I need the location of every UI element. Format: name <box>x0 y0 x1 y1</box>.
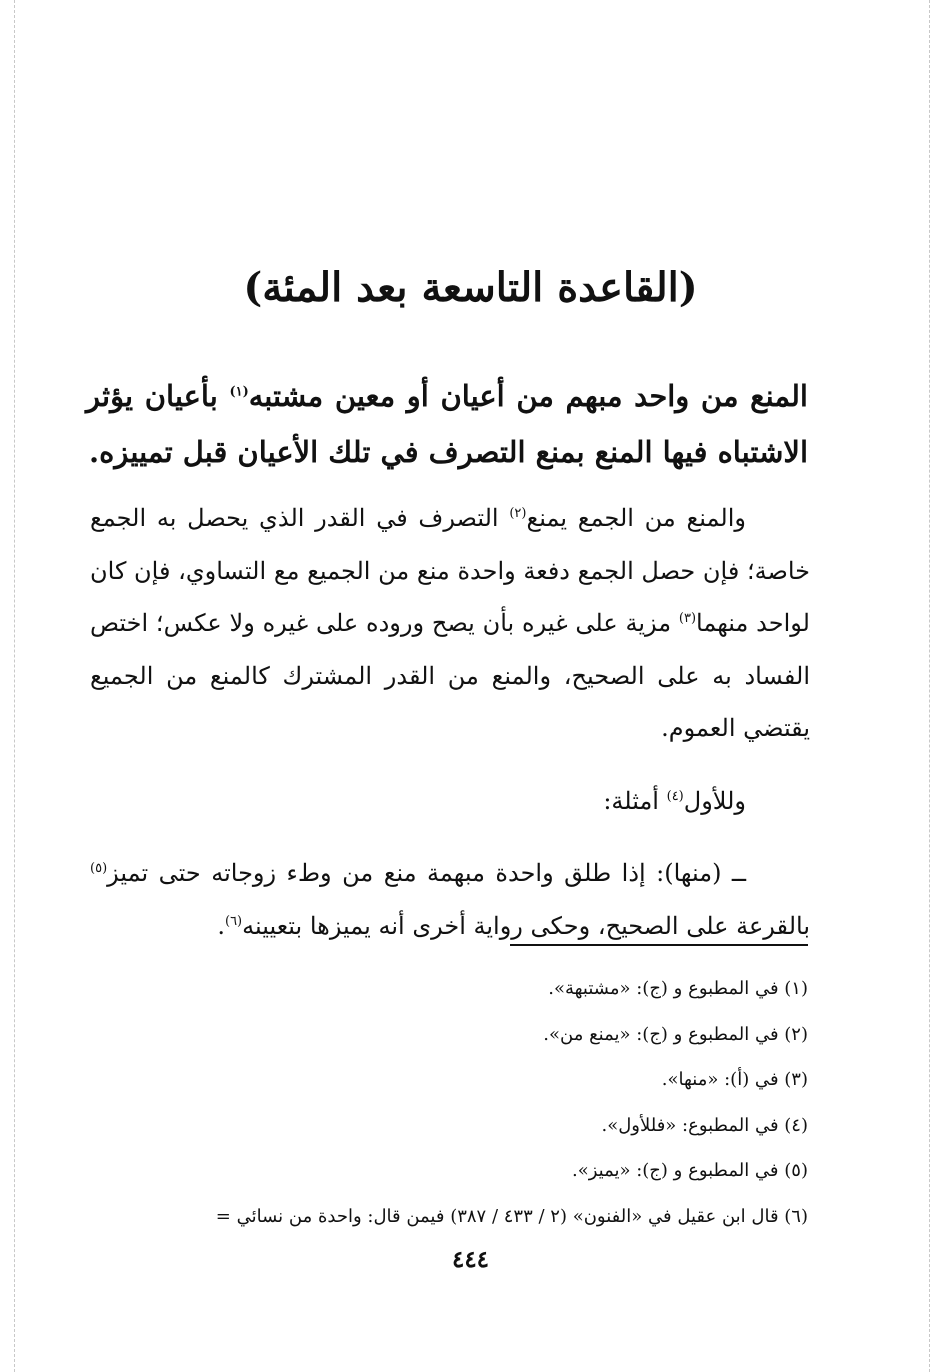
footnote: (١) في المطبوع و (ج): «مشتبهة». <box>548 978 808 999</box>
footnote-marker-3: (٣) <box>678 611 697 626</box>
footnote: (٦) قال ابن عقيل في «الفنون» (٢ / ٤٣٣ / ٣٨٧) فيمن قال: واحدة من نسائي = <box>215 1205 808 1227</box>
footnote-marker-6: (٦) <box>224 913 243 929</box>
footnote-marker-1: (١) <box>229 384 249 400</box>
footnote-marker-2: (٢) <box>509 506 527 521</box>
paragraph-2 <box>90 775 810 828</box>
rule-statement <box>86 368 808 480</box>
rule-text-part-2: بأعيان يؤثر الاشتباه فيها المنع بمنع التصرف في تلك الأعيان قبل تمييزه. <box>86 379 808 469</box>
paragraph-3 <box>90 847 810 952</box>
footnote-marker-5: (٥) <box>90 861 108 876</box>
paragraph-1-part-b: التصرف في القدر الذي يحصل به الجمع خاصة؛ فإن حصل الجمع دفعة واحدة منع من الجميع مع التساوي، فإن كان لواحد منهما <box>90 504 810 637</box>
footnote: (٣) في (أ): «منها». <box>661 1069 808 1090</box>
paragraph-2-part-a: وللأول <box>683 786 746 815</box>
footnotes <box>60 966 808 1239</box>
paragraph-3-part-c: . <box>217 911 225 940</box>
body-text <box>90 492 810 952</box>
footnote: (٥) في المطبوع و (ج): «يميز». <box>571 1160 808 1181</box>
page-number: ٤٤٤ <box>451 1246 490 1273</box>
footnote: (٤) في المطبوع: «فللأول». <box>601 1114 808 1136</box>
paragraph-1-part-a: والمنع من الجمع يمنع <box>526 504 746 532</box>
paragraph-1-part-c: مزية على غيره بأن يصح وروده على غيره ولا عكس؛ اختص الفساد به على الصحيح، والمنع من القدر المشترك كالمنع من الجميع يقتضي العموم. <box>90 609 810 742</box>
paragraph-3-part-b: بالقرعة على الصحيح، وحكى رواية أخرى أنه يميزها بتعيينه <box>242 911 810 940</box>
paragraph-3-part-a: ــ (منها): إذا طلق واحدة مبهمة منع من وطء زوجاته حتى تميز <box>107 859 746 887</box>
paragraph-1 <box>90 492 810 755</box>
footnote-separator <box>510 944 808 946</box>
footnote: (٢) في المطبوع و (ج): «يمنع من». <box>543 1023 808 1045</box>
rule-text-part-1: المنع من واحد مبهم من أعيان أو معين مشتبه <box>248 379 808 413</box>
footnote-marker-4: (٤) <box>666 788 684 804</box>
paragraph-2-part-b: أمثلة: <box>603 786 667 815</box>
page-title: (القاعدة التاسعة بعد المئة) <box>243 264 698 311</box>
